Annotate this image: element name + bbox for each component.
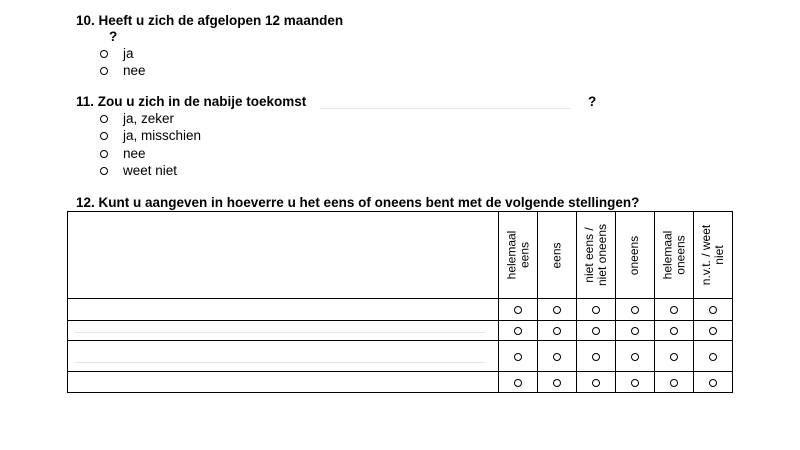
q12-radio-row3-col1[interactable]	[514, 353, 522, 361]
q12-radio-row2-col3[interactable]	[592, 327, 600, 335]
table-border-left	[67, 211, 68, 393]
q12-radio-row1-col4[interactable]	[631, 306, 639, 314]
q12-radio-row4-col2[interactable]	[553, 379, 561, 387]
q11-radio-weet-niet[interactable]	[100, 167, 108, 175]
table-header-divider	[67, 298, 733, 299]
column-header-line: helemaal	[504, 230, 519, 280]
question-12-title: 12. Kunt u aangeven in hoeverre u het eens of oneens bent met de volgende stellingen?	[76, 195, 640, 210]
q11-option-label: weet niet	[123, 163, 178, 178]
table-row-divider	[67, 340, 733, 341]
q12-radio-row2-col2[interactable]	[553, 327, 561, 335]
table-border-top	[67, 211, 733, 212]
faint-blank-line	[75, 332, 485, 333]
column-header-line: niet	[712, 245, 726, 265]
q12-radio-row1-col6[interactable]	[709, 306, 717, 314]
column-header-line: eens	[549, 241, 564, 269]
q11-option-label: ja, zeker	[123, 111, 175, 126]
faint-blank-line	[75, 362, 485, 363]
column-header-line: niet eens /	[582, 227, 596, 283]
column-header-line: oneens	[673, 235, 688, 275]
column-header-oneens	[616, 213, 654, 297]
q12-radio-row2-col5[interactable]	[670, 327, 678, 335]
q12-radio-row4-col6[interactable]	[709, 379, 717, 387]
q10-radio-ja[interactable]	[100, 50, 108, 58]
q10-option-label: nee	[123, 63, 146, 78]
q11-option-label: ja, misschien	[123, 128, 202, 143]
q12-radio-row3-col5[interactable]	[670, 353, 678, 361]
q12-radio-row4-col4[interactable]	[631, 379, 639, 387]
column-header-line: oneens	[627, 235, 642, 275]
q11-radio-ja-zeker[interactable]	[100, 115, 108, 123]
q12-radio-row3-col2[interactable]	[553, 353, 561, 361]
column-header-helemaal-eens	[499, 213, 537, 297]
column-header-line: n.v.t. / weet	[699, 224, 713, 286]
question-11-title: 11. Zou u zich in de nabije toekomst	[76, 94, 307, 109]
question-10-title: 10. Heeft u zich de afgelopen 12 maanden	[76, 13, 344, 28]
column-header-eens	[538, 213, 576, 297]
q12-radio-row3-col4[interactable]	[631, 353, 639, 361]
column-header-niet-eens-niet-oneens	[577, 213, 615, 297]
q12-radio-row2-col1[interactable]	[514, 327, 522, 335]
q12-radio-row4-col3[interactable]	[592, 379, 600, 387]
q10-option-label: ja	[123, 46, 134, 61]
column-header-line: helemaal	[660, 230, 675, 280]
q12-radio-row1-col1[interactable]	[514, 306, 522, 314]
faint-blank-line	[320, 108, 570, 109]
column-header-helemaal-oneens	[655, 213, 693, 297]
q12-radio-row3-col3[interactable]	[592, 353, 600, 361]
q12-radio-row4-col1[interactable]	[514, 379, 522, 387]
q12-radio-row1-col2[interactable]	[553, 306, 561, 314]
q11-radio-nee[interactable]	[100, 150, 108, 158]
q12-radio-row1-col3[interactable]	[592, 306, 600, 314]
column-header-line: niet oneens	[595, 223, 609, 287]
q11-radio-ja-misschien[interactable]	[100, 132, 108, 140]
q12-radio-row2-col4[interactable]	[631, 327, 639, 335]
q12-radio-row2-col6[interactable]	[709, 327, 717, 335]
table-row-divider	[67, 320, 733, 321]
column-header-nvt-weet-niet	[694, 213, 732, 297]
q12-radio-row1-col5[interactable]	[670, 306, 678, 314]
q11-option-label: nee	[123, 146, 146, 161]
table-row-divider	[67, 371, 733, 372]
q10-radio-nee[interactable]	[100, 67, 108, 75]
question-11-qmark: ?	[588, 94, 597, 109]
question-10-qmark: ?	[109, 29, 118, 44]
table-border-bottom	[67, 392, 733, 393]
column-header-line: eens	[517, 241, 532, 269]
q12-radio-row4-col5[interactable]	[670, 379, 678, 387]
q12-radio-row3-col6[interactable]	[709, 353, 717, 361]
table-border-right	[732, 211, 733, 393]
